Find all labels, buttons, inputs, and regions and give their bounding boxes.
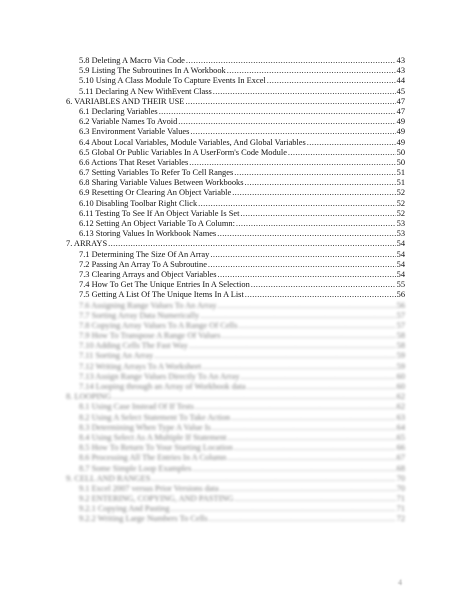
toc-entry-title: 8.2 Using A Select Statement To Take Action — [79, 412, 231, 422]
toc-entry-title: 7.10 Adding Cells The Fast Way — [79, 341, 188, 351]
toc-dot-leader — [220, 484, 396, 494]
toc-dot-leader — [198, 199, 395, 209]
toc-dot-leader — [234, 168, 395, 178]
toc-entry — [66, 87, 405, 97]
toc-dot-leader — [238, 321, 395, 331]
toc-entry-page: 47 — [396, 106, 405, 116]
toc-entry — [66, 372, 405, 382]
toc-dot-leader — [189, 158, 395, 168]
toc-entry-page: 63 — [396, 412, 405, 422]
toc-entry — [66, 494, 405, 504]
toc-entry-title: 9.1 Excel 2007 versus Prior Versions data — [79, 483, 219, 493]
toc-entry-page: 70 — [396, 483, 405, 493]
toc-entry — [66, 188, 405, 198]
toc-entry-title: 6.10 Disabling Toolbar Right Click — [79, 198, 198, 208]
toc-entry — [66, 433, 405, 443]
toc-entry — [66, 280, 405, 290]
toc-entry — [66, 514, 405, 524]
toc-entry — [66, 148, 405, 158]
toc-dot-leader — [217, 229, 395, 239]
toc-entry-page: 56 — [396, 290, 405, 300]
toc-dot-leader — [151, 474, 395, 484]
toc-entry — [66, 229, 405, 239]
toc-entry — [66, 331, 405, 341]
toc-entry-page: 50 — [396, 157, 405, 167]
toc-dot-leader — [245, 290, 396, 300]
toc-entry-page: 49 — [396, 117, 405, 127]
toc-entry-page: 53 — [396, 219, 405, 228]
toc-entry — [66, 250, 405, 260]
toc-entry-page: 57 — [396, 320, 405, 330]
toc-entry-page: 43 — [396, 56, 405, 65]
toc-entry — [66, 76, 405, 86]
toc-entry-title: 7.7 Sorting Array Data Numerically — [79, 310, 200, 320]
toc-entry — [66, 392, 405, 402]
toc-entry-page: 54 — [396, 259, 405, 269]
toc-entry — [66, 219, 405, 229]
toc-entry-title: 7.6 Assigning Range Values To An Array — [79, 300, 217, 310]
toc-entry-title: 7.1 Determining The Size Of An Array — [79, 249, 210, 259]
toc-entry-page: 50 — [396, 147, 405, 157]
toc-entry — [66, 402, 405, 412]
toc-dot-leader — [307, 138, 396, 148]
toc-entry-title: 9.2.1 Copying And Pasting — [79, 504, 170, 514]
toc-dot-leader — [209, 514, 396, 524]
toc-entry-title: 6.2 Variable Names To Avoid — [79, 117, 178, 127]
toc-entry-title: 6.13 Storing Values In Workbook Names — [79, 229, 217, 239]
toc-entry — [66, 321, 405, 331]
toc-entry-page: 47 — [396, 96, 405, 106]
toc-entry-page: 60 — [396, 371, 405, 381]
toc-dot-leader — [195, 402, 396, 412]
toc-entry — [66, 199, 405, 209]
toc-dot-leader — [192, 464, 395, 474]
toc-entry-title: 5.8 Deleting A Macro Via Code — [79, 56, 185, 65]
toc-entry-title: 7.9 How To Transpose A Range Of Values — [79, 331, 221, 341]
page-number: 4 — [398, 578, 402, 587]
toc-entry-page: 67 — [396, 453, 405, 463]
toc-entry-title: 8.5 How To Return To Your Starting Location — [79, 443, 233, 453]
toc-entry-page: 52 — [396, 208, 405, 218]
toc-entry — [66, 178, 405, 188]
toc-entry — [66, 341, 405, 351]
toc-entry-page: 51 — [396, 168, 405, 178]
toc-dot-leader — [288, 148, 396, 158]
toc-entry-page: 64 — [396, 422, 405, 432]
toc-dot-leader — [236, 219, 396, 229]
toc-entry-page: 43 — [396, 66, 405, 76]
toc-entry-title: 7.2 Passing An Array To A Subroutine — [79, 259, 207, 269]
toc-dot-leader — [227, 433, 395, 443]
toc-entry-page: 54 — [396, 239, 405, 249]
toc-entry-page: 53 — [396, 229, 405, 239]
toc-entry-title: 6.5 Global Or Public Variables In A UserForm's Code Module — [79, 147, 287, 157]
toc-entry-page: 58 — [396, 331, 405, 341]
toc-entry-page: 52 — [396, 198, 405, 208]
toc-entry-page: 52 — [396, 188, 405, 198]
toc-entry-title: 8.1 Using Case Instead Of If Tests — [79, 402, 194, 412]
toc-dot-leader — [208, 260, 396, 270]
toc-dot-leader — [185, 97, 395, 107]
toc-entry-title: 6.1 Declaring Variables — [79, 106, 158, 116]
toc-entry-title: 5.11 Declaring A New WithEvent Class — [79, 86, 212, 96]
toc-entry-title: 8.6 Processing All The Entries In A Column — [79, 453, 227, 463]
toc-dot-leader — [112, 392, 395, 402]
toc-entry — [66, 168, 405, 178]
toc-dot-leader — [190, 127, 395, 137]
toc-entry — [66, 311, 405, 321]
toc-dot-leader — [202, 362, 395, 372]
toc-entry — [66, 423, 405, 433]
toc-dot-leader — [210, 250, 395, 260]
toc-entry-title: 7.11 Sorting An Array — [79, 351, 154, 361]
toc-entry-page: 49 — [396, 137, 405, 147]
toc-entry-title: 9. CELL AND RANGES — [66, 473, 151, 483]
toc-entry-page: 62 — [396, 402, 405, 412]
toc-dot-leader — [234, 494, 395, 504]
toc-dot-leader — [212, 423, 396, 433]
toc-entry-title: 7.4 How To Get The Unique Entries In A Selection — [79, 280, 250, 290]
toc-entry-title: 5.9 Listing The Subroutines In A Workbook — [79, 66, 226, 76]
toc-entry-page: 71 — [396, 504, 405, 514]
toc-entry-page: 65 — [396, 432, 405, 442]
toc-entry-title: 6.12 Setting An Object Variable To A Column: — [79, 219, 235, 228]
toc-entry — [66, 107, 405, 117]
toc-entry-page: 55 — [396, 280, 405, 290]
toc-entry — [66, 290, 405, 300]
toc-dot-leader — [218, 301, 396, 311]
toc-entry-title: 6.4 About Local Variables, Module Variables, And Global Variables — [79, 137, 306, 147]
toc-entry-title: 9.2 ENTERING, COPYING, AND PASTING — [79, 494, 234, 504]
toc-dot-leader — [154, 351, 395, 361]
table-of-contents — [66, 56, 405, 525]
toc-entry — [66, 362, 405, 372]
toc-dot-leader — [213, 87, 396, 97]
toc-entry — [66, 56, 405, 66]
toc-dot-leader — [178, 117, 395, 127]
toc-entry — [66, 504, 405, 514]
toc-entry-title: 6.11 Testing To See If An Object Variable Is Set — [79, 208, 240, 218]
toc-entry — [66, 270, 405, 280]
toc-entry — [66, 443, 405, 453]
toc-entry-title: 6.3 Environment Variable Values — [79, 127, 190, 137]
toc-entry — [66, 239, 405, 249]
toc-entry-title: 6.6 Actions That Reset Variables — [79, 157, 189, 167]
toc-dot-leader — [227, 453, 395, 463]
toc-entry — [66, 97, 405, 107]
toc-dot-leader — [108, 239, 396, 249]
toc-dot-leader — [234, 443, 396, 453]
toc-dot-leader — [267, 76, 396, 86]
toc-entry-title: 8.4 Using Select As A Multiple If Statement — [79, 432, 227, 442]
toc-entry-page: 54 — [396, 269, 405, 279]
toc-entry — [66, 464, 405, 474]
toc-entry-title: 7.14 Looping through an Array of Workbook data — [79, 382, 246, 391]
toc-entry — [66, 260, 405, 270]
toc-entry — [66, 351, 405, 361]
toc-dot-leader — [244, 178, 395, 188]
toc-entry-page: 66 — [396, 443, 405, 453]
toc-dot-leader — [240, 209, 395, 219]
toc-entry-page: 57 — [396, 310, 405, 320]
toc-entry-page: 68 — [396, 463, 405, 473]
toc-entry-page: 54 — [396, 249, 405, 259]
toc-entry — [66, 117, 405, 127]
toc-entry-title: 8.3 Determining When Type A Value Is — [79, 422, 211, 432]
toc-dot-leader — [186, 56, 396, 66]
toc-dot-leader — [231, 413, 396, 423]
toc-entry-page: 71 — [396, 494, 405, 504]
toc-entry-title: 7.12 Writing Arrays To A Worksheet — [79, 361, 202, 371]
toc-entry-title: 8. LOOPING — [66, 392, 112, 402]
toc-dot-leader — [221, 331, 395, 341]
toc-entry-page: 62 — [396, 392, 405, 402]
toc-entry — [66, 382, 405, 392]
toc-dot-leader — [232, 188, 395, 198]
toc-entry-page: 56 — [396, 300, 405, 310]
toc-entry — [66, 127, 405, 137]
toc-entry — [66, 66, 405, 76]
toc-entry — [66, 484, 405, 494]
toc-dot-leader — [189, 341, 396, 351]
toc-entry-title: 5.10 Using A Class Module To Capture Events In Excel — [79, 76, 266, 86]
toc-entry-page: 58 — [396, 341, 405, 351]
toc-dot-leader — [200, 311, 395, 321]
toc-entry-title: 7.5 Getting A List Of The Unique Items In A List — [79, 290, 244, 300]
toc-entry-page: 51 — [396, 178, 405, 188]
toc-entry-page: 45 — [396, 86, 405, 96]
toc-entry-title: 7. ARRAYS — [66, 239, 108, 249]
toc-entry — [66, 413, 405, 423]
toc-dot-leader — [251, 280, 396, 290]
toc-dot-leader — [241, 372, 396, 382]
toc-dot-leader — [247, 382, 396, 392]
toc-entry-page: 60 — [396, 382, 405, 391]
toc-entry-page: 59 — [396, 351, 405, 361]
toc-entry-title: 8.7 Some Simple Loop Examples — [79, 463, 192, 473]
toc-entry-title: 6.9 Resetting Or Clearing An Object Variable — [79, 188, 232, 198]
toc-entry-title: 6. VARIABLES AND THEIR USE — [66, 96, 185, 106]
toc-entry-page: 44 — [396, 76, 405, 86]
toc-entry-title: 7.13 Assign Range Values Directly To An Array — [79, 371, 240, 381]
toc-entry-page: 70 — [396, 473, 405, 483]
toc-entry — [66, 209, 405, 219]
toc-entry-page: 49 — [396, 127, 405, 137]
toc-entry — [66, 474, 405, 484]
toc-entry-title: 9.2.2 Writing Large Numbers To Cells — [79, 514, 208, 524]
toc-entry-title: 7.8 Copying Array Values To A Range Of Cells — [79, 320, 238, 330]
toc-entry-title: 6.7 Setting Variables To Refer To Cell Ranges — [79, 168, 234, 178]
toc-dot-leader — [159, 107, 396, 117]
toc-entry — [66, 158, 405, 168]
toc-dot-leader — [171, 504, 396, 514]
toc-entry-title: 7.3 Clearing Arrays and Object Variables — [79, 269, 217, 279]
toc-entry — [66, 453, 405, 463]
toc-dot-leader — [227, 66, 396, 76]
toc-entry — [66, 138, 405, 148]
toc-entry-page: 59 — [396, 361, 405, 371]
toc-entry-page: 72 — [396, 514, 405, 524]
toc-dot-leader — [218, 270, 396, 280]
toc-entry-title: 6.8 Sharing Variable Values Between Workbooks — [79, 178, 244, 188]
toc-entry — [66, 301, 405, 311]
